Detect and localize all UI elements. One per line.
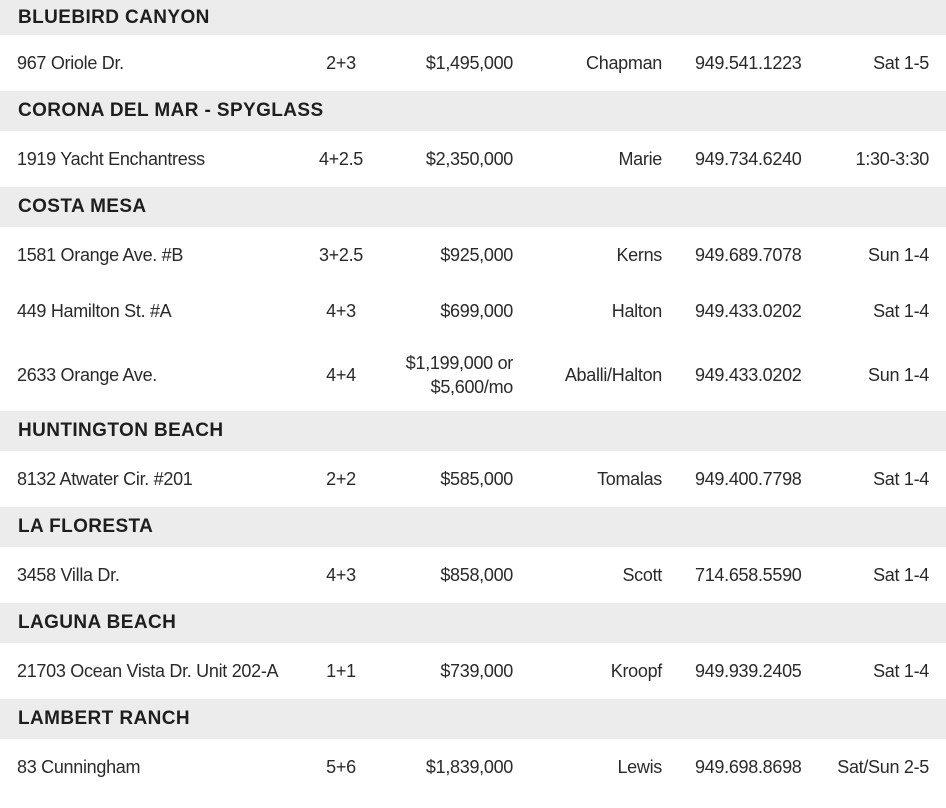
agent-cell: Aballi/Halton [564,364,662,385]
agent-cell: Chapman [586,52,662,73]
agent-cell: Marie [618,148,662,169]
phone-cell: 949.698.8698 [695,756,802,777]
rent-price-line: $5,600/mo [430,377,513,397]
rooms-cell: 4+2.5 [318,148,364,169]
table-row [0,131,946,187]
hours-cell: Sat/Sun 2-5 [837,756,929,777]
address-cell: 1581 Orange Ave. #B [17,244,184,265]
table-row [0,227,946,283]
agent-cell: Kroopf [610,660,662,681]
section-header: LA FLORESTA [0,507,946,547]
agent-cell: Tomalas [597,468,662,489]
section-header: LAMBERT RANCH [0,699,946,739]
hours-cell: Sat 1-4 [873,300,929,321]
address-cell: 1919 Yacht Enchantress [17,148,205,169]
phone-cell: 714.658.5590 [695,564,802,585]
address-cell: 83 Cunningham [17,756,141,777]
table-row [0,283,946,339]
agent-cell: Kerns [616,244,662,265]
phone-cell: 949.689.7078 [695,244,802,265]
hours-cell: Sun 1-4 [868,364,929,385]
rooms-cell: 4+3 [326,564,356,585]
table-row [0,739,946,795]
price-cell: $585,000 [440,469,513,489]
rooms-cell: 1+1 [326,660,356,681]
section-header: COSTA MESA [0,187,946,227]
address-cell: 449 Hamilton St. #A [17,300,172,321]
address-cell: 2633 Orange Ave. [17,364,157,385]
agent-cell: Lewis [617,756,662,777]
phone-cell: 949.734.6240 [695,148,802,169]
phone-cell: 949.433.0202 [695,364,802,385]
agent-cell: Scott [622,564,662,585]
phone-cell: 949.433.0202 [695,300,802,321]
agent-cell: Halton [611,300,662,321]
rooms-cell: 2+3 [326,52,356,73]
rooms-cell: 2+2 [326,468,356,489]
rooms-cell: 4+4 [326,364,356,385]
hours-cell: 1:30-3:30 [855,148,929,169]
address-cell: 21703 Ocean Vista Dr. Unit 202-A [17,660,279,681]
price-line: $1,199,000 or [405,353,513,373]
address-cell: 967 Oriole Dr. [17,52,124,73]
price-cell: $925,000 [440,245,513,265]
hours-cell: Sat 1-4 [873,564,929,585]
address-cell: 8132 Atwater Cir. #201 [17,468,193,489]
section-header: HUNTINGTON BEACH [0,411,946,451]
phone-cell: 949.400.7798 [695,468,802,489]
table-row [0,35,946,91]
hours-cell: Sun 1-4 [868,244,929,265]
table-row [0,451,946,507]
table-row [0,339,946,411]
price-cell: $2,350,000 [425,149,513,169]
phone-cell: 949.939.2405 [695,660,802,681]
section-header: LAGUNA BEACH [0,603,946,643]
section-header: BLUEBIRD CANYON [0,0,946,35]
section-header: CORONA DEL MAR - SPYGLASS [0,91,946,131]
price-cell: $699,000 [440,301,513,321]
hours-cell: Sat 1-5 [873,52,929,73]
table-row [0,547,946,603]
price-cell: $739,000 [440,661,513,681]
hours-cell: Sat 1-4 [873,660,929,681]
rooms-cell: 3+2.5 [318,244,364,265]
hours-cell: Sat 1-4 [873,468,929,489]
phone-cell: 949.541.1223 [695,52,802,73]
table-row [0,643,946,699]
price-cell: $1,495,000 [425,53,513,73]
price-cell: $1,839,000 [425,757,513,777]
price-cell: $858,000 [440,565,513,585]
address-cell: 3458 Villa Dr. [17,564,120,585]
price-cell [406,339,513,411]
rooms-cell: 4+3 [326,300,356,321]
rooms-cell: 5+6 [326,756,356,777]
